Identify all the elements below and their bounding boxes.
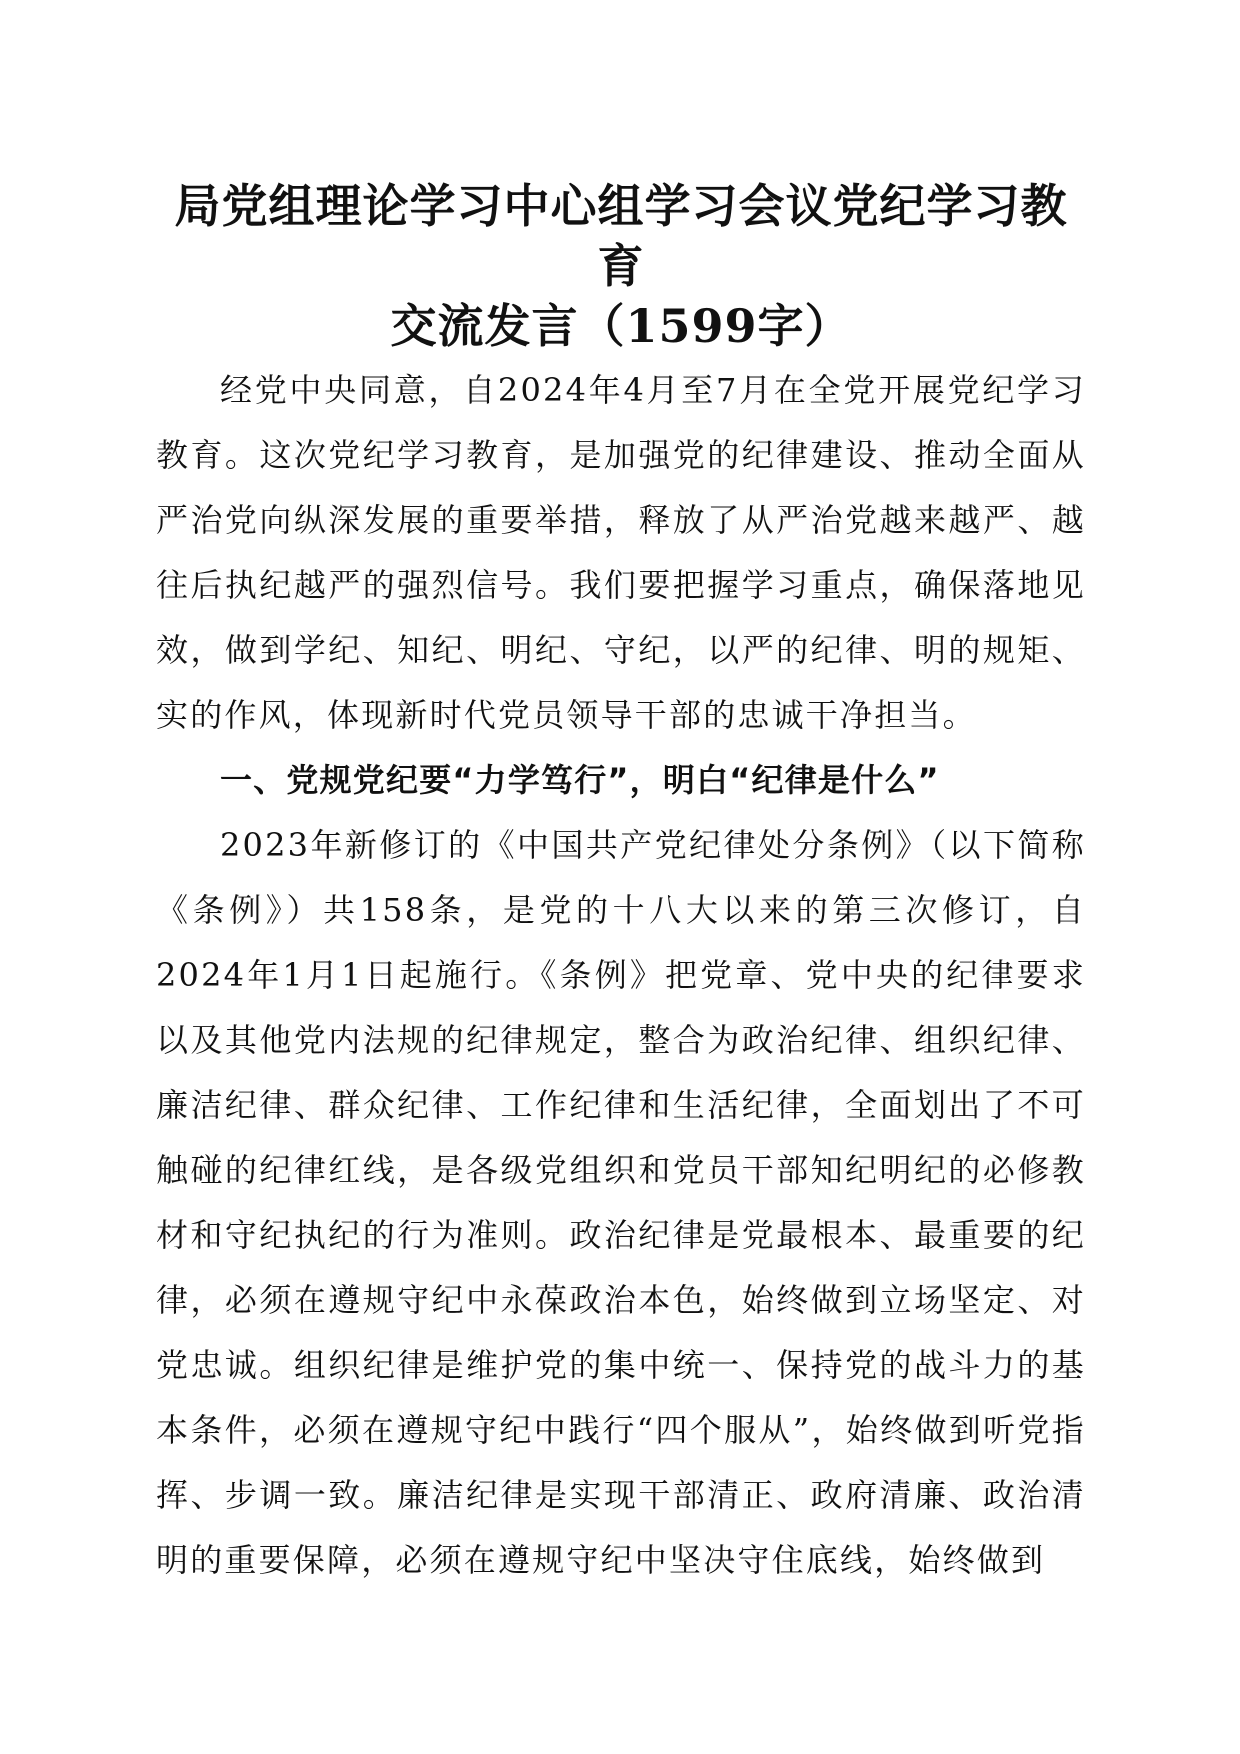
title-line-1: 局党组理论学习中心组学习会议党纪学习教育 bbox=[174, 179, 1068, 293]
section-1-paragraph: 2023年新修订的《中国共产党纪律处分条例》（以下简称《条例》）共158条，是党的十八大以来的第三次修订，自2024年1月1日起施行。《条例》把党章、党中央的纪律要求以及其他党内法规的纪律规定，整合为政治纪律、组织纪律、廉洁纪律、群众纪律、工作纪律和生活纪律，全面划出了不可触碰的纪律红线，是各级党组织和党员干部知纪明纪的必修教材和守纪执纪的行为准则。政治纪律是党最根本、最重要的纪律，必须在遵规守纪中永葆政治本色，始终做到立场坚定、对党忠诚。组织纪律是维护党的集中统一、保持党的战斗力的基本条件，必须在遵规守纪中践行“四个服从”，始终做到听党指挥、步调一致。廉洁纪律是实现干部清正、政府清廉、政治清明的重要保障，必须在遵规守纪中坚决守住底线，始终做到 bbox=[156, 826, 1086, 1579]
intro-paragraph: 经党中央同意，自2024年4月至7月在全党开展党纪学习教育。这次党纪学习教育，是加强党的纪律建设、推动全面从严治党向纵深发展的重要举措，释放了从严治党越来越严、越往后执纪越严的强烈信号。我们要把握学习重点，确保落地见效，做到学纪、知纪、明纪、守纪，以严的纪律、明的规矩、实的作风，体现新时代党员领导干部的忠诚干净担当。 bbox=[156, 371, 1086, 734]
title-line-2: 交流发言（1599字） bbox=[390, 299, 852, 353]
document-title bbox=[156, 176, 1086, 356]
document-body bbox=[156, 358, 1086, 1593]
document-page bbox=[156, 176, 1086, 1593]
section-heading-1: 一、党规党纪要“力学笃行”，明白“纪律是什么” bbox=[220, 761, 940, 799]
